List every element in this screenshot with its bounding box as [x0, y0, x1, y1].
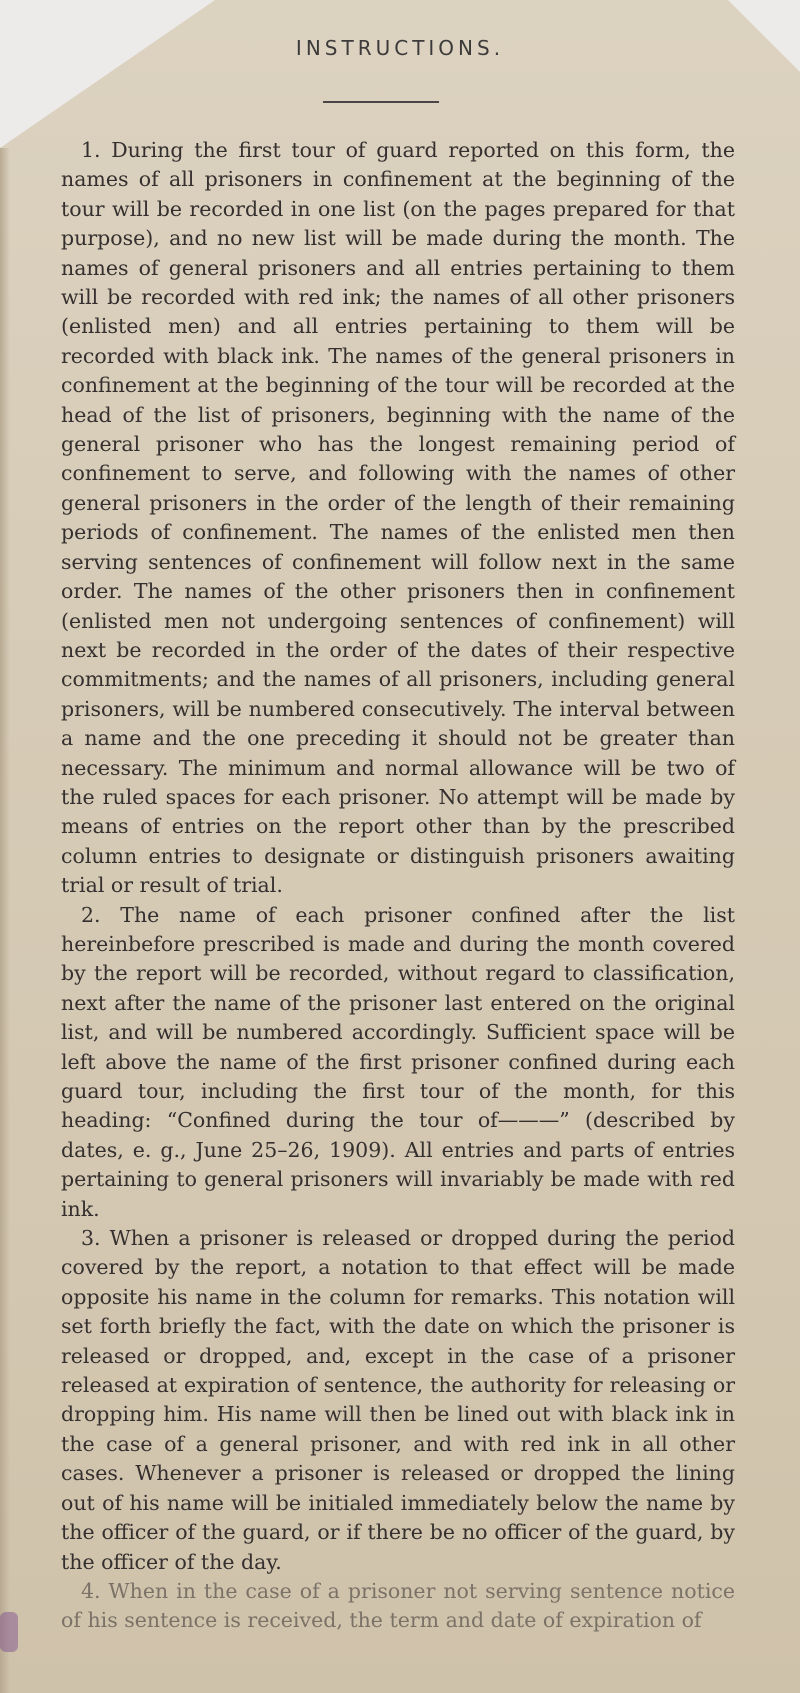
instructions-body — [61, 136, 735, 1636]
paragraph-4: 4. When in the case of a prisoner not serving sentence notice of his sentence is received, the term and date of expiration of — [61, 1578, 735, 1633]
paragraph-2: 2. The name of each prisoner confined after the list hereinbefore prescribed is made and during the month covered by the report will be recorded, without regard to classification, next after the name of the prisoner last entered on the original list, and will be numbered accordingly. Sufficient space will be left above the name of the first prisoner confined during each guard tour, including the first tour of the month, for this heading: “Confined during the tour of———” (described by dates, e. g., June 25–26, 1909). All entries and parts of entries pertaining to general prisoners will invariably be made with red ink. — [61, 902, 735, 1221]
paragraph-1: 1. During the first tour of guard reported on this form, the names of all prisoners in confinement at the beginning of the tour will be recorded in one list (on the pages prepared for that purpose), and no new list will be made during the month. The names of general prisoners and all entries pertaining to them will be recorded with red ink; the names of all other prisoners (enlisted men) and all entries pertaining to them will be recorded with black ink. The names of the general prisoners in confinement at the beginning of the tour will be recorded at the head of the list of prisoners, beginning with the name of the general prisoner who has the longest remaining period of confinement to serve, and following with the names of other general prisoners in the order of the length of their remaining periods of confinement. The names of the enlisted men then serving sentences of confinement will follow next in the same order. The names of the other prisoners then in confinement (enlisted men not undergoing sentences of confinement) will next be recorded in the order of the dates of their respective commitments; and the names of all prisoners, including general prisoners, will be numbered consecutively. The interval between a name and the one preceding it should not be greater than necessary. The minimum and normal allowance will be two of the ruled spaces for each prisoner. No attempt will be made by means of entries on the report other than by the prescribed column entries to designate or distinguish prisoners awaiting trial or result of trial. — [61, 138, 735, 898]
ink-stain — [0, 1612, 18, 1652]
paragraph-3: 3. When a prisoner is released or dropped during the period covered by the report, a notation to that effect will be made opposite his name in the column for remarks. This notation will set forth briefly the fact, with the date on which the prisoner is released or dropped, and, except in the case of a prisoner released at expiration of sentence, the authority for releasing or dropping him. His name will then be lined out with black ink in the case of a general prisoner, and with red ink in all other cases. Whenever a prisoner is released or dropped the lining out of his name will be initialed immediately below the name by the officer of the guard, or if there be no officer of the guard, by the officer of the day. — [61, 1226, 735, 1574]
document-title: INSTRUCTIONS. — [295, 36, 505, 60]
page-edge — [0, 148, 10, 1693]
title-underline — [323, 101, 439, 103]
